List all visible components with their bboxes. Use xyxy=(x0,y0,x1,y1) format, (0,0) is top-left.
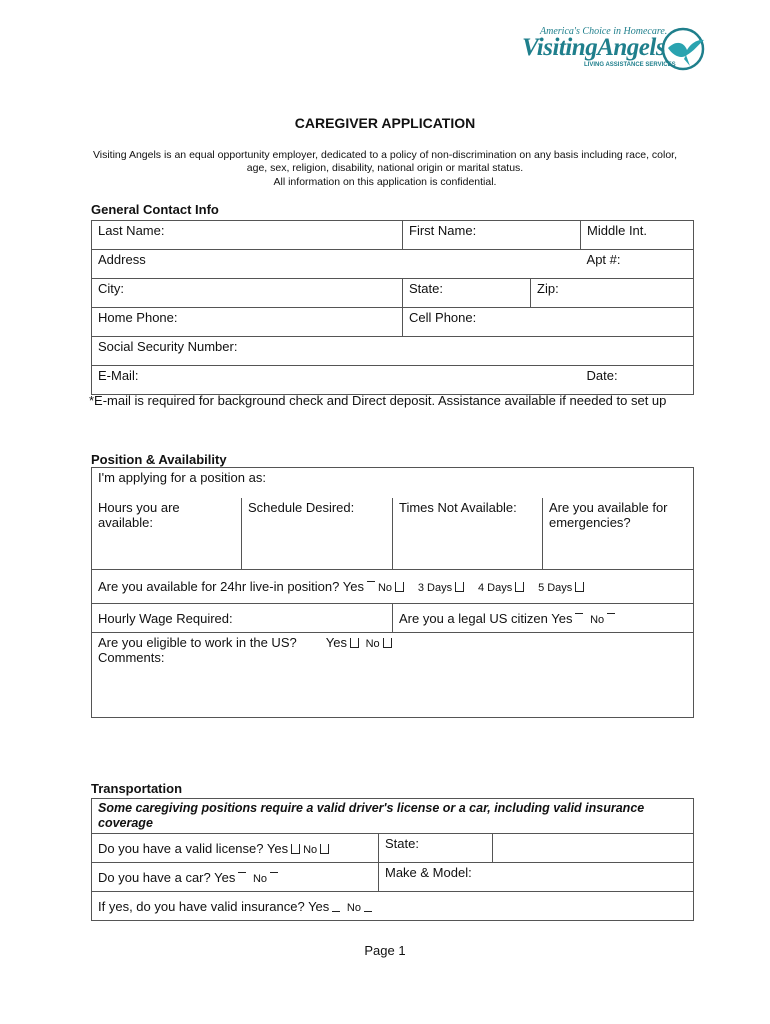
citizen-yes-checkbox[interactable] xyxy=(575,613,583,614)
apt-field[interactable]: Apt #: xyxy=(581,250,694,279)
times-not-available-field[interactable]: Times Not Available: xyxy=(393,498,543,570)
car-no-label: No xyxy=(252,872,268,885)
page-title: CAREGIVER APPLICATION xyxy=(294,115,476,131)
citizen-no-checkbox[interactable] xyxy=(607,613,615,614)
email-note: *E-mail is required for background check and Direct deposit. Assistance available if needed to set up xyxy=(89,393,667,408)
hourly-wage-field[interactable]: Hourly Wage Required: xyxy=(92,604,393,633)
insurance-no-label: No xyxy=(346,901,361,914)
license-yes-label: Yes xyxy=(266,840,289,856)
logo-brand: VisitingAngels xyxy=(522,34,666,61)
car-no-checkbox[interactable] xyxy=(270,872,278,873)
eligible-comments-cell xyxy=(92,633,694,718)
section-heading-transport: Transportation xyxy=(91,781,183,796)
ssn-field[interactable]: Social Security Number: xyxy=(92,337,694,366)
eligible-no-label: No xyxy=(365,638,380,650)
hours-available-field[interactable]: Hours you are available: xyxy=(92,498,242,570)
insurance-yes-checkbox[interactable] xyxy=(332,911,340,912)
make-model-field[interactable]: Make & Model: xyxy=(379,863,694,892)
license-state-field[interactable]: State: xyxy=(379,834,493,863)
zip-field[interactable]: Zip: xyxy=(531,279,694,308)
insurance-no-checkbox[interactable] xyxy=(364,911,372,912)
comments-field[interactable]: Comments: xyxy=(98,650,165,665)
intro-line-1: Visiting Angels is an equal opportunity employer, dedicated to a policy of non-discrimination on any basis including race, color, xyxy=(92,149,678,161)
visiting-angels-logo xyxy=(520,26,710,74)
livein-question: Are you available for 24hr live-in position? xyxy=(98,579,340,594)
section-heading-contact: General Contact Info xyxy=(91,202,219,217)
eligible-yes-checkbox[interactable] xyxy=(350,638,359,648)
livein-3days-checkbox[interactable] xyxy=(455,582,464,592)
applying-position-field[interactable]: I'm applying for a position as: xyxy=(92,468,694,498)
livein-no-checkbox[interactable] xyxy=(395,582,404,592)
eligible-no-checkbox[interactable] xyxy=(383,638,392,648)
cell-phone-field[interactable]: Cell Phone: xyxy=(403,308,694,337)
car-row xyxy=(92,863,379,892)
citizen-question: Are you a legal US citizen xyxy=(399,610,548,626)
livein-5days-label: 5 Days xyxy=(538,582,573,594)
livein-3days-label: 3 Days xyxy=(417,582,453,594)
intro-line-2: age, sex, religion, disability, national origin or marital status. xyxy=(246,162,524,175)
last-name-field[interactable]: Last Name: xyxy=(92,221,403,250)
car-yes-checkbox[interactable] xyxy=(238,872,246,873)
transport-table xyxy=(91,798,694,921)
middle-initial-field[interactable]: Middle Int. xyxy=(581,221,694,250)
insurance-question: If yes, do you have valid insurance? xyxy=(98,898,305,914)
livein-yes-checkbox[interactable] xyxy=(367,581,375,582)
insurance-yes-label: Yes xyxy=(308,898,330,914)
car-question: Do you have a car? xyxy=(98,869,211,885)
insurance-row xyxy=(92,892,694,921)
first-name-field[interactable]: First Name: xyxy=(403,221,581,250)
eligible-row xyxy=(98,635,687,650)
car-yes-label: Yes xyxy=(214,869,236,885)
intro-statement xyxy=(40,149,730,189)
livein-yes-label: Yes xyxy=(342,579,364,594)
transport-requirement-note: Some caregiving positions require a valid driver's license or a car, including valid insurance coverage xyxy=(92,799,694,834)
license-question: Do you have a valid license? xyxy=(98,840,264,856)
angel-dove-icon xyxy=(660,26,706,72)
license-no-label: No xyxy=(303,843,318,856)
logo-subtitle: LIVING ASSISTANCE SERVICES xyxy=(584,62,676,68)
city-field[interactable]: City: xyxy=(92,279,403,308)
citizen-yes-label: Yes xyxy=(551,610,573,626)
livein-no-label: No xyxy=(377,582,393,594)
license-state-value[interactable] xyxy=(493,834,694,863)
emergencies-field[interactable]: Are you available for emergencies? xyxy=(543,498,694,570)
schedule-desired-field[interactable]: Schedule Desired: xyxy=(242,498,393,570)
date-field[interactable]: Date: xyxy=(581,366,694,395)
citizen-no-label: No xyxy=(590,613,605,626)
position-table xyxy=(91,467,694,718)
license-row xyxy=(92,834,379,863)
address-field[interactable]: Address xyxy=(92,250,581,279)
state-field[interactable]: State: xyxy=(403,279,531,308)
page-number: Page 1 xyxy=(364,943,406,958)
citizen-row xyxy=(393,604,694,633)
contact-table xyxy=(91,220,694,395)
eligible-yes-label: Yes xyxy=(325,635,347,650)
livein-4days-label: 4 Days xyxy=(477,582,513,594)
livein-row xyxy=(92,570,694,604)
email-field[interactable]: E-Mail: xyxy=(92,366,581,395)
livein-5days-checkbox[interactable] xyxy=(575,582,584,592)
eligible-question: Are you eligible to work in the US? xyxy=(98,635,297,650)
home-phone-field[interactable]: Home Phone: xyxy=(92,308,403,337)
intro-line-3: All information on this application is confidential. xyxy=(273,175,497,188)
livein-4days-checkbox[interactable] xyxy=(515,582,524,592)
logo-tagline: America's Choice in Homecare. xyxy=(540,26,668,37)
license-yes-checkbox[interactable] xyxy=(291,844,300,854)
section-heading-position: Position & Availability xyxy=(91,452,227,467)
license-no-checkbox[interactable] xyxy=(320,844,329,854)
